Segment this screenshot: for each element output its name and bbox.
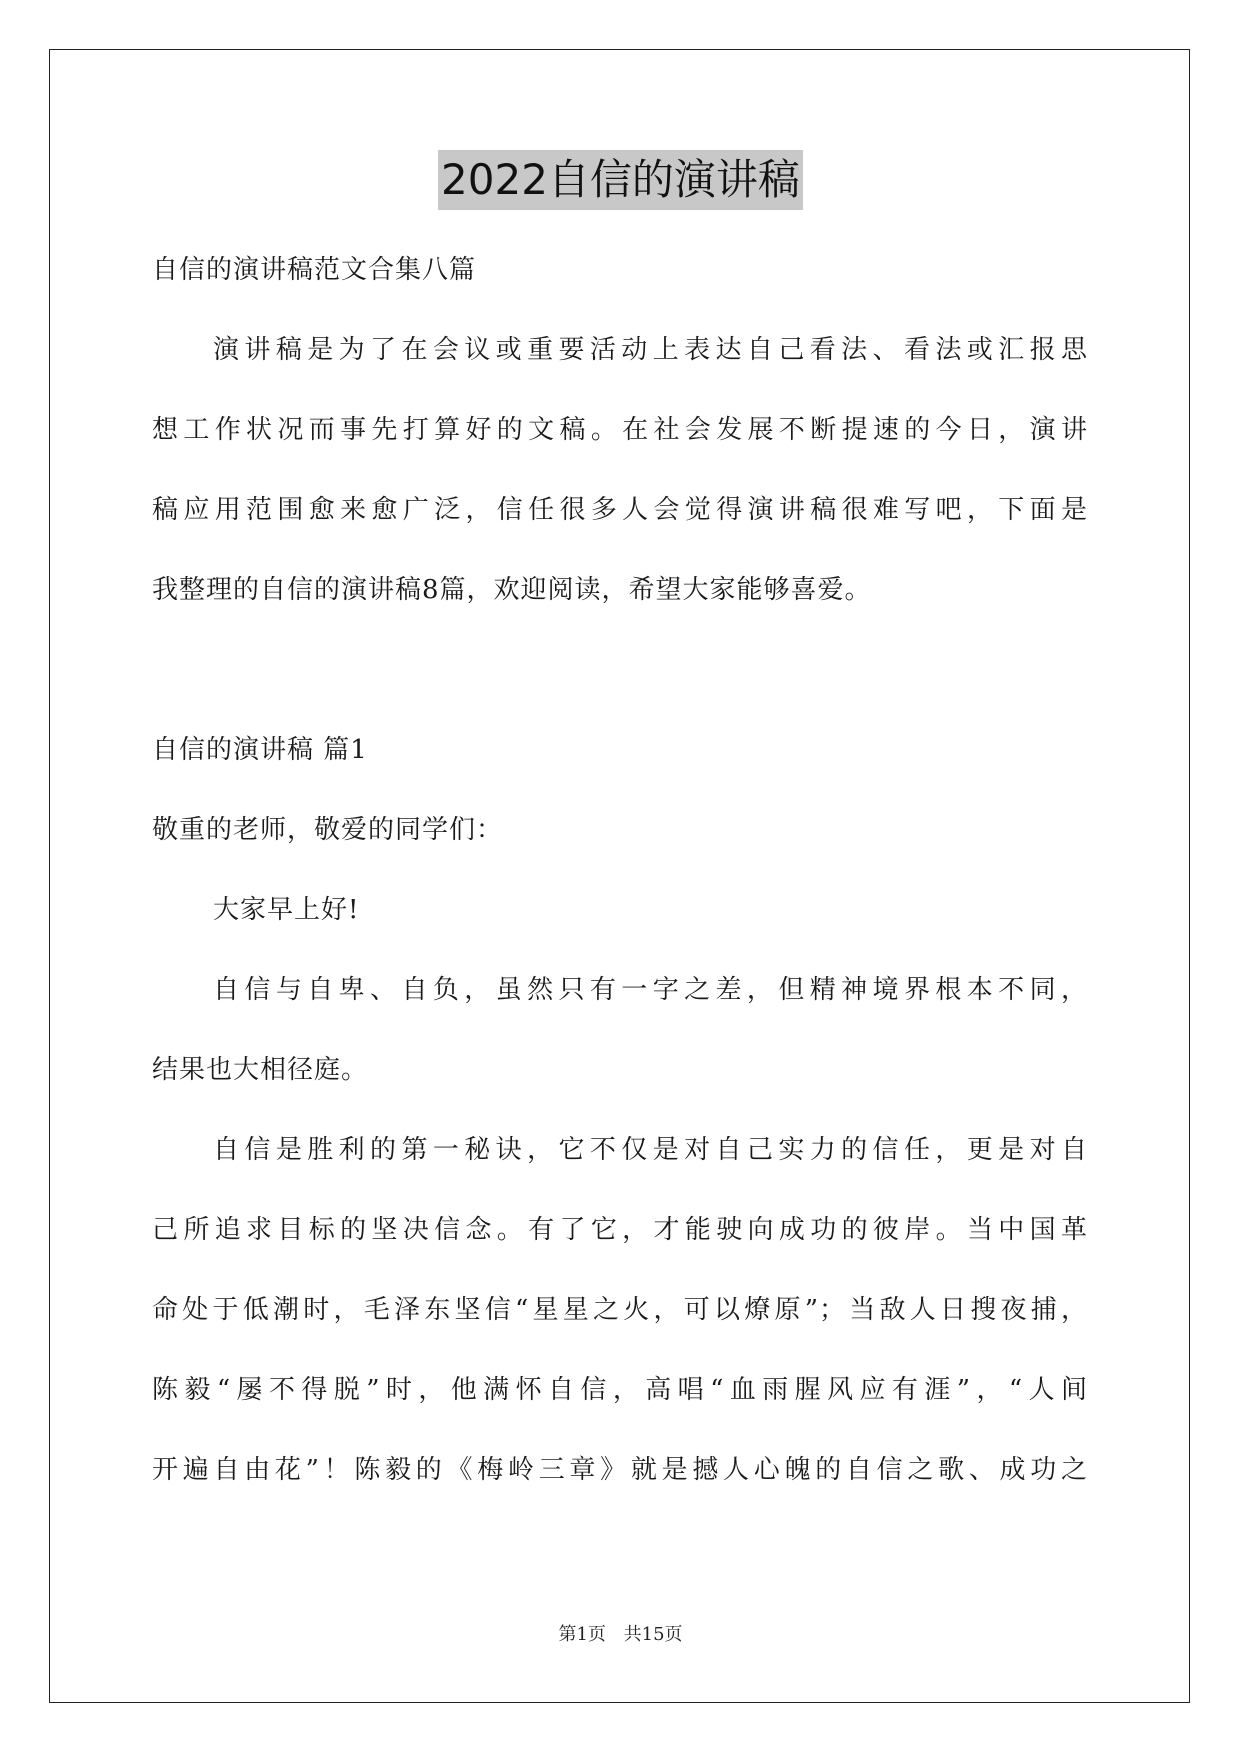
intro-line: 稿应用范围愈来愈广泛，信任很多人会觉得演讲稿很难写吧，下面是 bbox=[152, 495, 1088, 525]
intro-line: 我整理的自信的演讲稿8篇，欢迎阅读，希望大家能够喜爱。 bbox=[152, 575, 872, 605]
page-total: 共15页 bbox=[623, 1624, 683, 1645]
section-heading: 自信的演讲稿 篇1 bbox=[152, 735, 368, 765]
paragraph-line: 己所追求目标的坚决信念。有了它，才能驶向成功的彼岸。当中国革 bbox=[152, 1215, 1088, 1245]
paragraph-line: 自信与自卑、自负，虽然只有一字之差，但精神境界根本不同， bbox=[213, 975, 1088, 1005]
greeting: 大家早上好! bbox=[213, 895, 360, 925]
paragraph-line: 结果也大相径庭。 bbox=[152, 1055, 369, 1085]
paragraph-line: 命处于低潮时，毛泽东坚信“星星之火，可以燎原”；当敌人日搜夜捕， bbox=[152, 1295, 1088, 1325]
document-body bbox=[152, 230, 1088, 1510]
spacer bbox=[152, 630, 1088, 710]
paragraph-line: 自信是胜利的第一秘诀，它不仅是对自己实力的信任，更是对自 bbox=[213, 1135, 1088, 1165]
document-subtitle: 自信的演讲稿范文合集八篇 bbox=[152, 255, 477, 285]
paragraph-line: 开遍自由花”！陈毅的《梅岭三章》就是撼人心魄的自信之歌、成功之 bbox=[152, 1455, 1088, 1485]
page-footer bbox=[0, 1620, 1241, 1646]
document-title: 2022自信的演讲稿 bbox=[438, 150, 803, 210]
intro-line: 演讲稿是为了在会议或重要活动上表达自己看法、看法或汇报思 bbox=[213, 335, 1088, 365]
page-number: 第1页 bbox=[558, 1624, 606, 1645]
salutation: 敬重的老师，敬爱的同学们： bbox=[152, 815, 504, 845]
paragraph-line: 陈毅“屡不得脱”时，他满怀自信，高唱“血雨腥风应有涯”，“人间 bbox=[152, 1375, 1088, 1405]
intro-line: 想工作状况而事先打算好的文稿。在社会发展不断提速的今日，演讲 bbox=[152, 415, 1088, 445]
